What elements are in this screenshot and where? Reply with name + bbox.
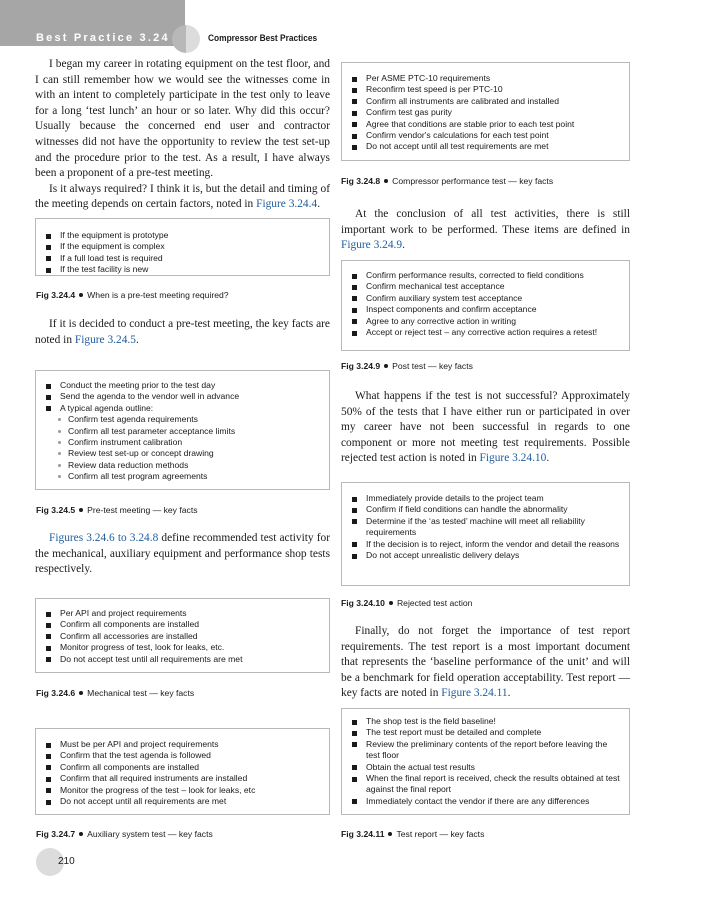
bullet-item: Per ASME PTC-10 requirements — [350, 73, 621, 84]
figure-box-3-24-7 — [35, 728, 330, 815]
figure-list — [350, 493, 621, 561]
sub-bullet-item: Confirm test agenda requirements — [44, 414, 321, 425]
paragraph-conclusion: At the conclusion of all test activities, there is still important work to be performed. These items are defined in Figure 3.24.9. — [341, 208, 630, 252]
bullet-item: Confirm vendor's calculations for each test point — [350, 130, 621, 141]
figure-caption-3-24-5: Fig 3.24.5 Pre-test meeting — key facts — [36, 505, 198, 515]
sub-bullet-item: Confirm instrument calibration — [44, 437, 321, 448]
bullet-item: Confirm that the test agenda is followed — [44, 750, 321, 761]
figure-caption-3-24-6: Fig 3.24.6 Mechanical test — key facts — [36, 688, 195, 698]
bullet-item: Confirm auxiliary system test acceptance — [350, 293, 621, 304]
header-circle-ornament — [172, 25, 200, 53]
section-label: Best Practice 3.24 — [36, 32, 170, 44]
figure-list — [44, 230, 321, 276]
figure-list — [44, 380, 321, 483]
figure-box-3-24-11 — [341, 708, 630, 815]
bullet-item: Accept or reject test – any corrective action requires a retest! — [350, 327, 621, 338]
bullet-item: Confirm performance results, corrected to field conditions — [350, 270, 621, 281]
bullet-item: Do not accept test until all requirements are met — [44, 654, 321, 665]
figure-box-3-24-9 — [341, 260, 630, 351]
figure-caption-3-24-10: Fig 3.24.10 Rejected test action — [341, 598, 473, 608]
bullet-item: Must be per API and project requirements — [44, 739, 321, 750]
paragraph-unsuccessful: What happens if the test is not successful? Approximately 50% of the tests that I have either run or participated in over my career have not been successful in regards to one component or more not meeting test requirements. Possible rejected test action is noted in Figure 3.24.10. — [341, 390, 630, 465]
link-figure-3-24-11[interactable]: Figure 3.24.11 — [441, 687, 508, 700]
link-figure-3-24-4[interactable]: Figure 3.24.4 — [256, 198, 318, 211]
bullet-item: Confirm all accessories are installed — [44, 631, 321, 642]
paragraph-test-activity: Figures 3.24.6 to 3.24.8 define recommended test activity for the mechanical, auxiliary equipment and performance shop tests respectively. — [35, 532, 330, 576]
bullet-item: Determine if the ‘as tested’ machine will meet all reliability requirements — [350, 516, 621, 539]
figure-list — [350, 270, 621, 338]
bullet-item: A typical agenda outline: — [44, 403, 321, 414]
bullet-item: The shop test is the field baseline! — [350, 716, 621, 727]
figure-box-3-24-4 — [35, 218, 330, 276]
bullet-item: Do not accept until all requirements are met — [44, 796, 321, 807]
sub-bullet-item: Review data reduction methods — [44, 460, 321, 471]
bullet-item: Obtain the actual test results — [350, 762, 621, 773]
bullet-item: Confirm all instruments are calibrated and installed — [350, 96, 621, 107]
sub-bullet-item: Review test set-up or concept drawing — [44, 448, 321, 459]
bullet-item: Confirm that all required instruments are installed — [44, 773, 321, 784]
bullet-item: Reconfirm test speed is per PTC-10 — [350, 84, 621, 95]
figure-caption-3-24-9: Fig 3.24.9 Post test — key facts — [341, 361, 473, 371]
bullet-item: Inspect components and confirm acceptance — [350, 304, 621, 315]
figure-list — [350, 73, 621, 153]
sub-bullet-item: Confirm all test parameter acceptance limits — [44, 426, 321, 437]
figure-list — [44, 608, 321, 665]
figure-box-3-24-8 — [341, 62, 630, 161]
page-number: 210 — [58, 856, 75, 867]
bullet-item: Confirm mechanical test acceptance — [350, 281, 621, 292]
bullet-item: Confirm all components are installed — [44, 762, 321, 773]
bullet-item: Agree to any corrective action in writing — [350, 316, 621, 327]
bullet-item: If the equipment is complex — [44, 241, 321, 252]
figure-list — [350, 716, 621, 807]
figure-caption-3-24-4: Fig 3.24.4 When is a pre-test meeting required? — [36, 290, 229, 300]
bullet-item: Confirm all components are installed — [44, 619, 321, 630]
link-figures-3-24-6-to-3-24-8[interactable]: Figures 3.24.6 to 3.24.8 — [49, 532, 159, 544]
bullet-item: Immediately provide details to the project team — [350, 493, 621, 504]
figure-list — [44, 739, 321, 807]
bullet-item: If the decision is to reject, inform the vendor and detail the reasons — [350, 539, 621, 550]
bullet-item: Confirm test gas purity — [350, 107, 621, 118]
bullet-item: Agree that conditions are stable prior to each test point — [350, 119, 621, 130]
figure-caption-3-24-7: Fig 3.24.7 Auxiliary system test — key facts — [36, 829, 213, 839]
bullet-item: Conduct the meeting prior to the test day — [44, 380, 321, 391]
bullet-item: When the final report is received, check the results obtained at test against the final report — [350, 773, 621, 796]
bullet-item: Immediately contact the vendor if there are any differences — [350, 796, 621, 807]
bullet-item: If a full load test is required — [44, 253, 321, 264]
bullet-item: Do not accept unrealistic delivery delays — [350, 550, 621, 561]
figure-box-3-24-10 — [341, 482, 630, 586]
figure-box-3-24-5 — [35, 370, 330, 490]
link-figure-3-24-10[interactable]: Figure 3.24.10 — [479, 452, 547, 465]
figure-box-3-24-6 — [35, 598, 330, 673]
bullet-item: If the test facility is new — [44, 264, 321, 275]
bullet-item: The test report must be detailed and complete — [350, 727, 621, 738]
bullet-item: Send the agenda to the vendor well in advance — [44, 391, 321, 402]
sub-bullet-item: Confirm all test program agreements — [44, 471, 321, 482]
bullet-item: Review the preliminary contents of the report before leaving the test floor — [350, 739, 621, 762]
bullet-item: Monitor the progress of the test – look for leaks, etc — [44, 785, 321, 796]
paragraph-intro: I began my career in rotating equipment on the test floor, and I can still remember how we would see the witnesses come in with an intent to completely participate in the test only to leave for a long ‘test lunch’ an hour or so later. Why did this occur? Usually because the concerned end user and contractor witnesses did not have the opportunity to review the test set-up and the procedure prior to the test. As a result, I have always been a proponent of a pre-test meeting. Is it always required? I think it is, but the detail and timing of the meeting depends on certain factors, noted in Figure 3.24.4. — [35, 58, 330, 211]
bullet-item: Monitor progress of test, look for leaks, etc. — [44, 642, 321, 653]
link-figure-3-24-9[interactable]: Figure 3.24.9 — [341, 239, 403, 252]
bullet-item: Per API and project requirements — [44, 608, 321, 619]
book-title: Compressor Best Practices — [208, 33, 318, 44]
paragraph-test-report: Finally, do not forget the importance of test report requirements. The test report is a most important document that represents the ‘baseline performance of the unit’ and will be a benchmark for field operation acceptability. Test report — key facts are noted in Figure 3.24.11. — [341, 625, 630, 700]
bullet-item: Confirm if field conditions can handle the abnormality — [350, 504, 621, 515]
paragraph-pretest: If it is decided to conduct a pre-test meeting, the key facts are noted in Figure 3.24.5. — [35, 318, 330, 346]
link-figure-3-24-5[interactable]: Figure 3.24.5 — [74, 333, 136, 346]
bullet-item: Do not accept until all test requirements are met — [350, 141, 621, 152]
figure-caption-3-24-8: Fig 3.24.8 Compressor performance test — key facts — [341, 176, 554, 186]
bullet-item: If the equipment is prototype — [44, 230, 321, 241]
figure-caption-3-24-11: Fig 3.24.11 Test report — key facts — [341, 829, 485, 839]
